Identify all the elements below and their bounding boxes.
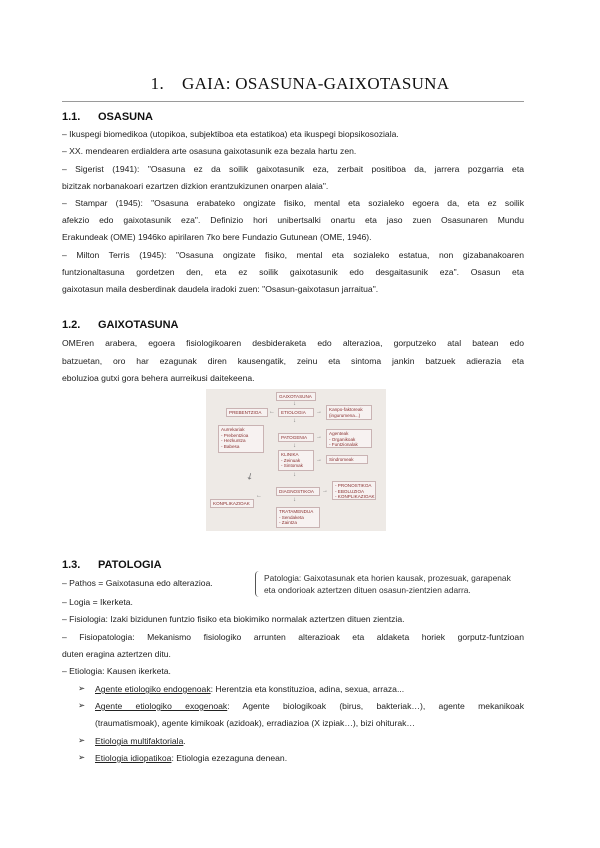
section-title: PATOLOGIA [98,559,162,571]
gaixotasuna-line: batzuetan, oro har ezagunak diren kausengatik, zeinu eta sintoma jankin batzuek adierazia eta [62,356,524,366]
osasuna-line: – Sigerist (1941): "Osasuna ez da soilik gaixotasunik eza, zerbait positiboa da, jarrera pozgarria eta [62,164,524,174]
diagram-box-etiologia: ETIOLOGIA [278,408,314,417]
arrow-right-icon: → [316,434,322,440]
patologia-note-line: eta ondorioak aztertzen dituen osasun-zientzien adarra. [264,585,471,595]
page-title [0,74,600,94]
arrow-bullet-icon: ➢ [78,752,86,762]
diagram-box-konplikazioak: KONPLIKAZIOAK [210,499,254,508]
box-line: KLINIKA [281,452,299,457]
osasuna-line: – Stampar (1945): "Osasuna erabateko ongizate fisiko, mental eta sozialeko egoera da, eta ez soilik [62,198,524,208]
section-heading-osasuna [62,111,153,123]
osasuna-line: – Ikuspegi biomedikoa (utopikoa, subjektiboa eta estatikoa) eta ikuspegi biopsikosoziala. [62,129,399,139]
etiologia-item [95,735,524,747]
section-heading-patologia [62,559,162,571]
arrow-left-icon: ← [269,409,275,415]
box-line: - Zeinuak [281,457,301,463]
box-line: - PRONOSTIKOA [335,483,372,488]
diagram-box-sindromeak: Sindromeak [326,455,368,464]
diagram-box-kanpo-faktoreak [326,405,372,420]
arrow-diagonal-icon: ↙ [244,469,256,483]
box-line: - EBOLUZIOA [335,488,365,494]
diagram-box-patogenia: PATOGENIA [278,433,314,442]
box-line: - Funtzionalak [329,442,358,447]
osasuna-line: funtzionaltasuna gordetzen den, eta ez soilik gaixotasunik edo desgaitasunik eza". Osasun eta [62,267,524,277]
diagram-box-tratamendua [276,507,320,528]
arrow-bullet-icon: ➢ [78,700,86,710]
etiologia-description: : Herentzia eta konstituzioa, adina, sexua, arraza... [210,684,405,694]
etiologia-term: Etiologia multifaktoriala [95,736,184,746]
etiologia-description: : Etiologia ezezaguna denean. [171,753,288,763]
title-number: 1. [150,74,165,93]
arrow-down-icon: ↓ [293,443,296,449]
etiologia-term: Agente etiologiko exogenoak [95,701,228,711]
section-title: GAIXOTASUNA [98,319,179,331]
box-line: Aurrekariak [221,427,245,432]
osasuna-line: Erakundeak (OME) 1946ko apirilaren 7ko bere Fundazio Gutunean (OME, 1946). [62,232,372,242]
box-line: Agenteak [329,431,349,436]
disease-flow-diagram [206,389,386,531]
arrow-bullet-icon: ➢ [78,683,86,693]
arrow-bullet-icon: ➢ [78,735,86,745]
section-number: 1.3. [62,559,81,571]
title-text: GAIA: OSASUNA-GAIXOTASUNA [182,74,450,93]
section-title: OSASUNA [98,111,154,123]
diagram-box-prebentzioa: PREBENTZIOA [226,408,268,417]
patologia-note-line: Patologia: Gaixotasunak eta horien kausak, prozesuak, garapenak [264,573,511,583]
patologia-fisiopatologia-cont: duten eragina aztertzen ditu. [62,649,171,659]
patologia-fisiopatologia: – Fisiopatologia: Mekanismo fisiologiko arrunten alterazioak eta aldaketa horiek gorputz-funtzioan [62,632,524,642]
arrow-right-icon: → [322,488,328,494]
osasuna-line: bizitzak norbanakoari ezartzen dizkion erantzukizunen onarpen alaia". [62,181,329,191]
etiologia-term: Agente etiologiko endogenoak [95,684,211,694]
box-line: - Prebentzioa [221,432,249,438]
etiologia-item [95,752,524,764]
arrow-right-icon: → [316,409,322,415]
box-line: - Organikoak [329,436,356,442]
diagram-box-gaixotasuna: GAIXOTASUNA [276,392,316,401]
patologia-logia: – Logia = Ikerketa. [62,597,133,607]
diagram-box-klinika [278,450,314,471]
section-heading-gaixotasuna [62,319,178,331]
diagram-box-agenteak [326,429,372,448]
box-line: - Babesa [221,443,240,449]
arrow-down-icon: ↓ [293,472,296,478]
arrow-down-icon: ↓ [293,401,296,407]
box-line: - Sendaketa [279,514,304,520]
osasuna-line: – Milton Terris (1945): "Osasuna ongizate fisiko, mental eta sozialeko estatua, non gizabanakoaren [62,250,524,260]
gaixotasuna-line: eboluzioa gutxi gora behera aurreikusi daitekeena. [62,373,255,383]
diagram-box-pronostikoa [332,481,376,500]
gaixotasuna-line: OMEren arabera, egoera fisiologikoaren desbideraketa edo alterazioa, gorputzeko atal batean edo [62,338,524,348]
diagram-box-aurrekariak [218,425,264,453]
curly-brace-icon [255,571,262,597]
patologia-fisiologia: – Fisiologia: Izaki bizidunen funtzio fisiko eta biokimiko normalak aztertzen dituen zientzia. [62,614,405,624]
patologia-etiologia: – Etiologia: Kausen ikerketa. [62,666,171,676]
diagram-box-diagnostikoa: DIAGNOSTIKOA [276,487,320,496]
arrow-down-icon: ↓ [293,497,296,503]
etiologia-term: Etiologia idiopatikoa [95,753,172,763]
box-line: - Hezkuntza [221,438,246,443]
etiologia-item [95,683,524,695]
title-divider [62,101,524,102]
etiologia-description: : Agente biologikoak (birus, bakteriak…), agente mekanikoak [227,701,524,711]
arrow-down-icon: ↓ [293,418,296,424]
section-number: 1.2. [62,319,81,331]
arrow-right-icon: → [316,457,322,463]
osasuna-line: – XX. mendearen erdialdera arte osasuna gaixotasunik eza bezala hartu zen. [62,146,357,156]
etiologia-item [95,700,524,712]
box-line: TRATAMENDUA [279,509,314,514]
section-number: 1.1. [62,111,81,123]
box-line: (ingurumena...) [329,412,361,418]
etiologia-item-cont: (traumatismoak), agente kimikoak (azidoak), erradiazioa (X izpiak…), bizi ohiturak… [95,718,415,728]
arrow-left-icon: ← [256,493,262,499]
etiologia-description: . [183,736,186,746]
patologia-pathos: – Pathos = Gaixotasuna edo alterazioa. [62,578,213,588]
box-line: Kanpo-faktoreak [329,407,363,412]
box-line: - KONPLIKAZIOAK [335,494,375,499]
box-line: - Zaintza [279,520,297,525]
box-line: - Sintomak [281,463,303,468]
osasuna-line: afekzio edo gaixotasunik eza". Definizio hori unibertsalki onartu eta jaso zuen Osasunaren Mundu [62,215,524,225]
osasuna-line: gaixotasun maila desberdinak daudela iradoki zuen: "Osasun-gaixotasun jarraitua". [62,284,379,294]
